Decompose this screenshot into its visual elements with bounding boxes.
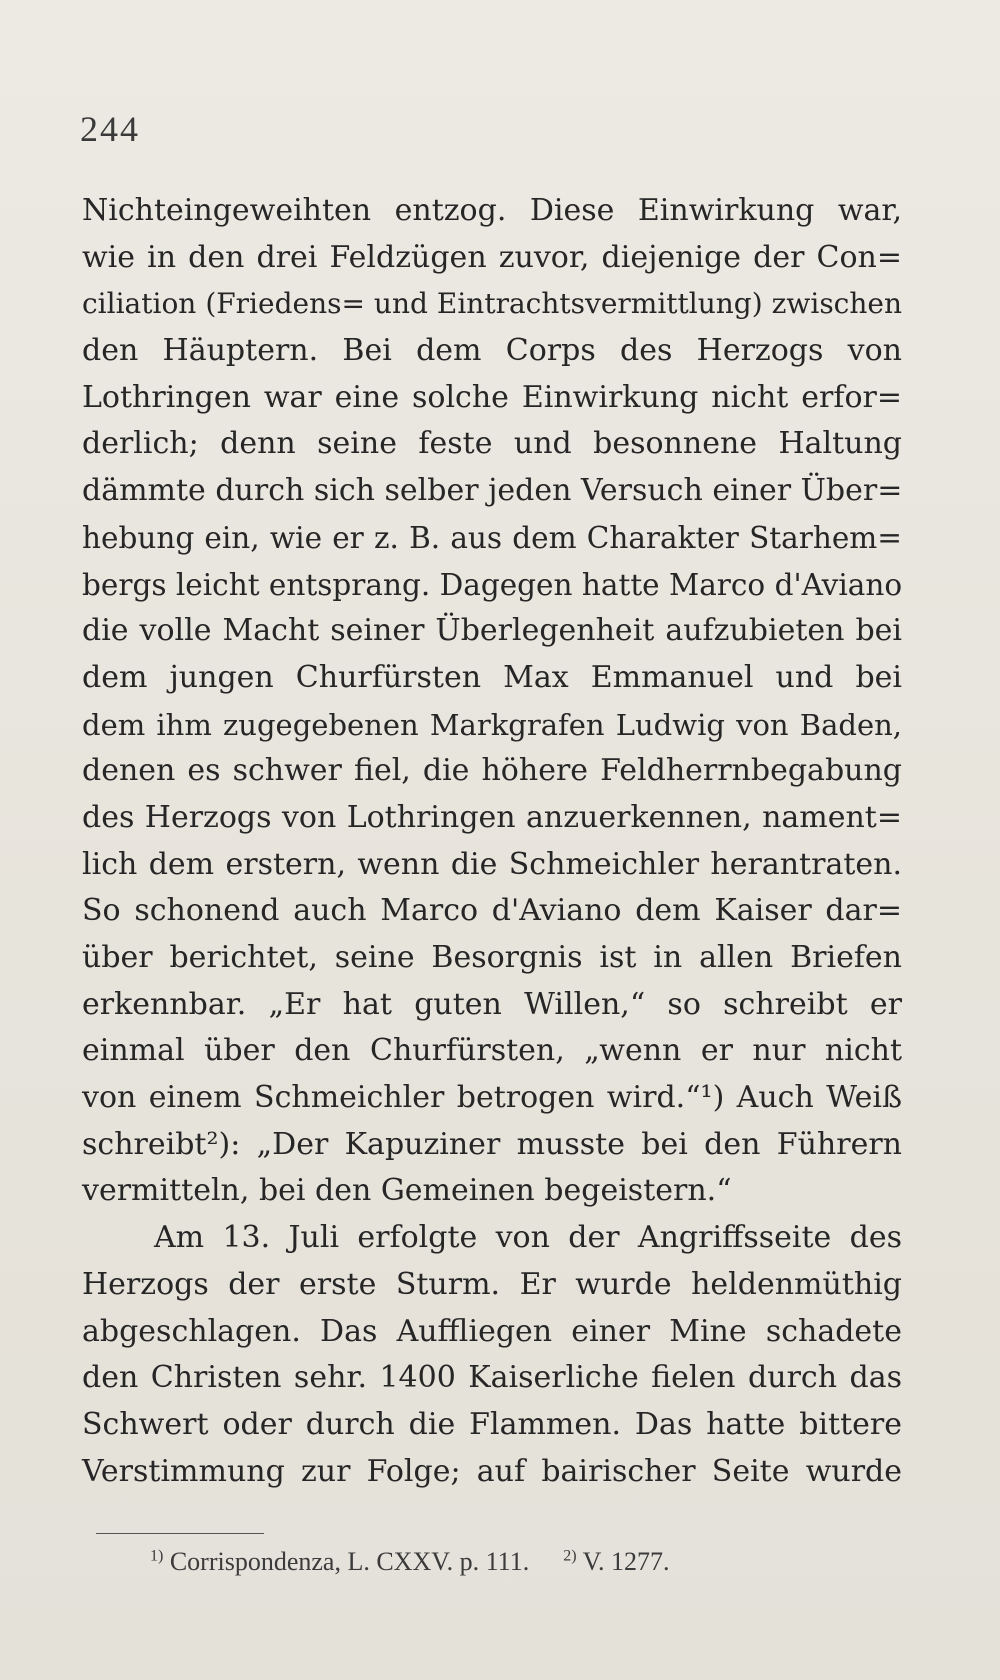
- page-number: 244: [80, 109, 140, 149]
- text-line: abgeschlagen. Das Auffliegen einer Mine schadete: [82, 1313, 902, 1349]
- footnote-1: [150, 1547, 529, 1576]
- footnote-1-mark: 1): [150, 1547, 164, 1565]
- footnote-divider: [96, 1533, 264, 1534]
- text-line: dem ihm zugegebenen Markgrafen Ludwig von Baden,: [82, 707, 902, 742]
- text-line: Am 13. Juli erfolgte von der Angriffsseite des: [154, 1220, 902, 1256]
- text-line: den Christen sehr. 1400 Kaiserliche fielen durch das: [82, 1360, 902, 1396]
- text-line: erkennbar. „Er hat guten Willen,“ so schreibt er: [82, 986, 902, 1022]
- footnote-1-text: Corrispondenza, L. CXXV. p. 111.: [163, 1547, 530, 1576]
- text-line: derlich; denn seine feste und besonnene Haltung: [82, 426, 902, 462]
- text-line: einmal über den Churfürsten, „wenn er nur nicht: [82, 1033, 902, 1069]
- text-line: hebung ein, wie er z. B. aus dem Charakter Starhem=: [82, 520, 902, 555]
- text-line: So schonend auch Marco d'Aviano dem Kaiser dar=: [82, 893, 902, 929]
- text-line: von einem Schmeichler betrogen wird.“¹) Auch Weiß: [82, 1080, 902, 1116]
- text-line: dem jungen Churfürsten Max Emmanuel und bei: [82, 659, 902, 695]
- text-line: des Herzogs von Lothringen anzuerkennen, nament=: [82, 799, 902, 835]
- text-line: lich dem erstern, wenn die Schmeichler herantraten.: [82, 846, 902, 882]
- footnote-2-text: V. 1277.: [576, 1547, 670, 1576]
- text-line: bergs leicht entsprang. Dagegen hatte Marco d'Aviano: [82, 567, 903, 602]
- text-line: die volle Macht seiner Überlegenheit aufzubieten bei: [82, 613, 902, 649]
- text-line: Schwert oder durch die Flammen. Das hatte bittere: [82, 1406, 902, 1442]
- text-line: denen es schwer fiel, die höhere Feldherrnbegabung: [82, 753, 902, 789]
- text-line: Verstimmung zur Folge; auf bairischer Seite wurde: [82, 1453, 902, 1489]
- text-line: Herzogs der erste Sturm. Er wurde heldenmüthig: [82, 1266, 902, 1302]
- text-line: Lothringen war eine solche Einwirkung nicht erfor=: [82, 379, 902, 415]
- body-text: [82, 188, 902, 1495]
- text-line: über berichtet, seine Besorgnis ist in allen Briefen: [82, 940, 902, 975]
- footnote-2: [563, 1547, 669, 1576]
- text-line: wie in den drei Feldzügen zuvor, diejenige der Con=: [82, 239, 902, 275]
- footnote-2-mark: 2): [563, 1547, 577, 1565]
- text-line: vermitteln, bei den Gemeinen begeistern.“: [82, 1173, 732, 1209]
- footnotes: [150, 1547, 670, 1577]
- text-line: den Häuptern. Bei dem Corps des Herzogs von: [82, 333, 902, 369]
- text-line: Nichteingeweihten entzog. Diese Einwirkung war,: [82, 193, 902, 228]
- text-line: ciliation (Friedens= und Eintrachtsvermittlung) zwischen: [82, 287, 902, 321]
- text-line: schreibt²): „Der Kapuziner musste bei den Führern: [82, 1126, 902, 1162]
- text-line: dämmte durch sich selber jeden Versuch einer Über=: [82, 473, 903, 509]
